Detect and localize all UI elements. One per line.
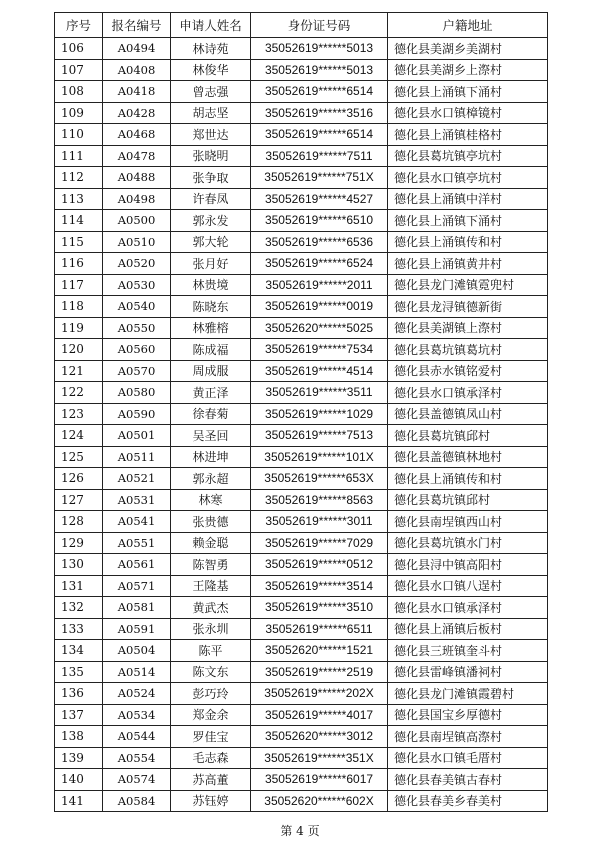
table-row: [55, 339, 548, 361]
row-id-number: 35052620******3012: [251, 726, 388, 748]
table-row: [55, 704, 548, 726]
row-reg-code: A0530: [103, 274, 171, 296]
row-reg-code: A0561: [103, 554, 171, 576]
row-household-address: 德化县美湖乡上漈村: [388, 59, 548, 81]
table-row: [55, 382, 548, 404]
row-applicant-name: 郑世达: [171, 124, 251, 146]
row-reg-code: A0560: [103, 339, 171, 361]
row-applicant-name: 郑金余: [171, 704, 251, 726]
table-row: [55, 640, 548, 662]
row-household-address: 德化县水口镇八逞村: [388, 575, 548, 597]
table-row: [55, 296, 548, 318]
row-applicant-name: 林进坤: [171, 446, 251, 468]
row-seq: 116: [55, 253, 103, 275]
row-seq: 120: [55, 339, 103, 361]
row-applicant-name: 吴圣回: [171, 425, 251, 447]
row-applicant-name: 苏高董: [171, 769, 251, 791]
row-reg-code: A0580: [103, 382, 171, 404]
row-reg-code: A0468: [103, 124, 171, 146]
row-seq: 128: [55, 511, 103, 533]
row-seq: 127: [55, 489, 103, 511]
table-row: [55, 769, 548, 791]
table-row: [55, 124, 548, 146]
row-id-number: 35052619******4527: [251, 188, 388, 210]
row-reg-code: A0544: [103, 726, 171, 748]
row-applicant-name: 林俊华: [171, 59, 251, 81]
table-body: [55, 38, 548, 812]
row-seq: 111: [55, 145, 103, 167]
table-row: [55, 661, 548, 683]
row-seq: 132: [55, 597, 103, 619]
row-household-address: 德化县上涌镇传和村: [388, 231, 548, 253]
table-row: [55, 575, 548, 597]
row-id-number: 35052620******1521: [251, 640, 388, 662]
row-household-address: 德化县葛坑镇邱村: [388, 425, 548, 447]
row-seq: 114: [55, 210, 103, 232]
row-seq: 138: [55, 726, 103, 748]
row-id-number: 35052620******5025: [251, 317, 388, 339]
row-household-address: 德化县葛坑镇邱村: [388, 489, 548, 511]
row-seq: 110: [55, 124, 103, 146]
row-household-address: 德化县南埕镇高漈村: [388, 726, 548, 748]
row-seq: 131: [55, 575, 103, 597]
table-row: [55, 317, 548, 339]
row-reg-code: A0540: [103, 296, 171, 318]
row-id-number: 35052619******8563: [251, 489, 388, 511]
row-reg-code: A0504: [103, 640, 171, 662]
row-household-address: 德化县上涌镇中洋村: [388, 188, 548, 210]
table-row: [55, 81, 548, 103]
table-row: [55, 231, 548, 253]
table-row: [55, 403, 548, 425]
row-reg-code: A0500: [103, 210, 171, 232]
row-reg-code: A0581: [103, 597, 171, 619]
header-seq: 序号: [55, 13, 103, 38]
table-row: [55, 59, 548, 81]
row-seq: 139: [55, 747, 103, 769]
row-reg-code: A0408: [103, 59, 171, 81]
header-applicant-name: 申请人姓名: [171, 13, 251, 38]
row-seq: 137: [55, 704, 103, 726]
row-applicant-name: 郭大轮: [171, 231, 251, 253]
row-id-number: 35052619******653X: [251, 468, 388, 490]
row-reg-code: A0521: [103, 468, 171, 490]
table-row: [55, 597, 548, 619]
row-seq: 123: [55, 403, 103, 425]
header-id-number: 身份证号码: [251, 13, 388, 38]
row-seq: 135: [55, 661, 103, 683]
row-reg-code: A0418: [103, 81, 171, 103]
row-id-number: 35052619******6511: [251, 618, 388, 640]
table-row: [55, 747, 548, 769]
row-seq: 133: [55, 618, 103, 640]
row-reg-code: A0511: [103, 446, 171, 468]
row-id-number: 35052619******5013: [251, 38, 388, 60]
row-id-number: 35052619******2011: [251, 274, 388, 296]
row-reg-code: A0531: [103, 489, 171, 511]
row-household-address: 德化县盖德镇林地村: [388, 446, 548, 468]
row-household-address: 德化县上涌镇黄井村: [388, 253, 548, 275]
table-row: [55, 210, 548, 232]
row-reg-code: A0478: [103, 145, 171, 167]
row-applicant-name: 张晓明: [171, 145, 251, 167]
row-reg-code: A0571: [103, 575, 171, 597]
row-household-address: 德化县南埕镇西山村: [388, 511, 548, 533]
row-household-address: 德化县上涌镇下涌村: [388, 81, 548, 103]
row-household-address: 德化县水口镇毛厝村: [388, 747, 548, 769]
table-row: [55, 145, 548, 167]
row-household-address: 德化县盖德镇凤山村: [388, 403, 548, 425]
table-row: [55, 683, 548, 705]
page-number: 第 4 页: [280, 824, 320, 838]
row-household-address: 德化县水口镇承泽村: [388, 597, 548, 619]
row-applicant-name: 张月好: [171, 253, 251, 275]
table-row: [55, 790, 548, 812]
table-row: [55, 468, 548, 490]
row-household-address: 德化县上涌镇后板村: [388, 618, 548, 640]
row-id-number: 35052619******6524: [251, 253, 388, 275]
row-reg-code: A0520: [103, 253, 171, 275]
applicant-table-sheet: [54, 12, 547, 812]
row-household-address: 德化县龙门滩镇霓兜村: [388, 274, 548, 296]
table-row: [55, 726, 548, 748]
table-row: [55, 274, 548, 296]
row-id-number: 35052619******3511: [251, 382, 388, 404]
row-applicant-name: 王隆基: [171, 575, 251, 597]
row-id-number: 35052619******351X: [251, 747, 388, 769]
row-reg-code: A0428: [103, 102, 171, 124]
header-reg-code: 报名编号: [103, 13, 171, 38]
row-applicant-name: 陈成福: [171, 339, 251, 361]
table-row: [55, 511, 548, 533]
row-applicant-name: 彭巧玲: [171, 683, 251, 705]
table-row: [55, 188, 548, 210]
row-seq: 115: [55, 231, 103, 253]
row-reg-code: A0551: [103, 532, 171, 554]
row-seq: 112: [55, 167, 103, 189]
header-household-address: 户籍地址: [388, 13, 548, 38]
applicant-table: [54, 12, 548, 812]
row-household-address: 德化县葛坑镇葛坑村: [388, 339, 548, 361]
row-id-number: 35052619******202X: [251, 683, 388, 705]
row-applicant-name: 陈智勇: [171, 554, 251, 576]
row-reg-code: A0501: [103, 425, 171, 447]
row-reg-code: A0591: [103, 618, 171, 640]
row-seq: 140: [55, 769, 103, 791]
row-seq: 121: [55, 360, 103, 382]
row-id-number: 35052619******3011: [251, 511, 388, 533]
table-header-row: [55, 13, 548, 38]
row-id-number: 35052619******7511: [251, 145, 388, 167]
row-id-number: 35052619******6510: [251, 210, 388, 232]
row-seq: 124: [55, 425, 103, 447]
row-id-number: 35052619******6514: [251, 81, 388, 103]
row-reg-code: A0510: [103, 231, 171, 253]
row-household-address: 德化县上涌镇传和村: [388, 468, 548, 490]
row-applicant-name: 曾志强: [171, 81, 251, 103]
row-reg-code: A0534: [103, 704, 171, 726]
row-reg-code: A0584: [103, 790, 171, 812]
table-row: [55, 425, 548, 447]
row-applicant-name: 郭永超: [171, 468, 251, 490]
row-reg-code: A0574: [103, 769, 171, 791]
row-seq: 113: [55, 188, 103, 210]
row-reg-code: A0488: [103, 167, 171, 189]
row-id-number: 35052619******7513: [251, 425, 388, 447]
row-seq: 134: [55, 640, 103, 662]
row-seq: 117: [55, 274, 103, 296]
row-reg-code: A0514: [103, 661, 171, 683]
row-household-address: 德化县葛坑镇水门村: [388, 532, 548, 554]
row-id-number: 35052619******4017: [251, 704, 388, 726]
row-seq: 106: [55, 38, 103, 60]
row-applicant-name: 毛志森: [171, 747, 251, 769]
row-reg-code: A0550: [103, 317, 171, 339]
row-id-number: 35052619******3514: [251, 575, 388, 597]
row-applicant-name: 黄正泽: [171, 382, 251, 404]
row-seq: 109: [55, 102, 103, 124]
table-row: [55, 446, 548, 468]
row-applicant-name: 赖金聪: [171, 532, 251, 554]
row-seq: 141: [55, 790, 103, 812]
row-id-number: 35052619******101X: [251, 446, 388, 468]
row-id-number: 35052619******2519: [251, 661, 388, 683]
row-applicant-name: 周成服: [171, 360, 251, 382]
row-household-address: 德化县三班镇奎斗村: [388, 640, 548, 662]
row-seq: 136: [55, 683, 103, 705]
row-household-address: 德化县龙浔镇德新街: [388, 296, 548, 318]
row-applicant-name: 郭永发: [171, 210, 251, 232]
row-applicant-name: 张贵德: [171, 511, 251, 533]
row-household-address: 德化县水口镇亭坑村: [388, 167, 548, 189]
row-applicant-name: 苏钰婷: [171, 790, 251, 812]
row-reg-code: A0494: [103, 38, 171, 60]
row-household-address: 德化县龙门滩镇霞碧村: [388, 683, 548, 705]
row-seq: 125: [55, 446, 103, 468]
row-household-address: 德化县雷峰镇潘祠村: [388, 661, 548, 683]
row-applicant-name: 张争取: [171, 167, 251, 189]
row-seq: 119: [55, 317, 103, 339]
row-seq: 122: [55, 382, 103, 404]
row-household-address: 德化县上涌镇桂格村: [388, 124, 548, 146]
row-applicant-name: 黄武杰: [171, 597, 251, 619]
row-household-address: 德化县赤水镇铭爱村: [388, 360, 548, 382]
row-applicant-name: 林贵境: [171, 274, 251, 296]
row-seq: 118: [55, 296, 103, 318]
row-id-number: 35052619******3510: [251, 597, 388, 619]
row-household-address: 德化县水口镇樟镜村: [388, 102, 548, 124]
row-household-address: 德化县美湖乡美湖村: [388, 38, 548, 60]
row-id-number: 35052619******6536: [251, 231, 388, 253]
row-household-address: 德化县葛坑镇亭坑村: [388, 145, 548, 167]
table-row: [55, 618, 548, 640]
row-id-number: 35052620******602X: [251, 790, 388, 812]
row-reg-code: A0541: [103, 511, 171, 533]
row-applicant-name: 林雅榕: [171, 317, 251, 339]
row-household-address: 德化县春美镇古春村: [388, 769, 548, 791]
row-reg-code: A0554: [103, 747, 171, 769]
row-id-number: 35052619******6017: [251, 769, 388, 791]
row-household-address: 德化县春美乡春美村: [388, 790, 548, 812]
row-applicant-name: 陈平: [171, 640, 251, 662]
row-seq: 130: [55, 554, 103, 576]
row-reg-code: A0590: [103, 403, 171, 425]
row-id-number: 35052619******7534: [251, 339, 388, 361]
row-applicant-name: 陈文东: [171, 661, 251, 683]
row-id-number: 35052619******3516: [251, 102, 388, 124]
table-row: [55, 554, 548, 576]
row-reg-code: A0524: [103, 683, 171, 705]
row-reg-code: A0498: [103, 188, 171, 210]
row-seq: 129: [55, 532, 103, 554]
row-id-number: 35052619******5013: [251, 59, 388, 81]
table-row: [55, 532, 548, 554]
row-applicant-name: 徐春菊: [171, 403, 251, 425]
row-id-number: 35052619******4514: [251, 360, 388, 382]
row-id-number: 35052619******1029: [251, 403, 388, 425]
table-row: [55, 167, 548, 189]
row-id-number: 35052619******751X: [251, 167, 388, 189]
row-id-number: 35052619******7029: [251, 532, 388, 554]
row-household-address: 德化县美湖镇上漈村: [388, 317, 548, 339]
row-household-address: 德化县国宝乡厚德村: [388, 704, 548, 726]
row-household-address: 德化县浔中镇高阳村: [388, 554, 548, 576]
row-applicant-name: 张永圳: [171, 618, 251, 640]
row-seq: 108: [55, 81, 103, 103]
row-applicant-name: 陈晓东: [171, 296, 251, 318]
table-row: [55, 38, 548, 60]
row-seq: 126: [55, 468, 103, 490]
row-household-address: 德化县上涌镇下涌村: [388, 210, 548, 232]
row-id-number: 35052619******0512: [251, 554, 388, 576]
row-applicant-name: 林寒: [171, 489, 251, 511]
row-seq: 107: [55, 59, 103, 81]
table-row: [55, 360, 548, 382]
row-household-address: 德化县水口镇承泽村: [388, 382, 548, 404]
row-applicant-name: 胡志坚: [171, 102, 251, 124]
row-applicant-name: 林诗苑: [171, 38, 251, 60]
row-id-number: 35052619******6514: [251, 124, 388, 146]
table-row: [55, 253, 548, 275]
table-row: [55, 489, 548, 511]
row-id-number: 35052619******0019: [251, 296, 388, 318]
row-reg-code: A0570: [103, 360, 171, 382]
row-applicant-name: 许春凤: [171, 188, 251, 210]
row-applicant-name: 罗佳宝: [171, 726, 251, 748]
table-row: [55, 102, 548, 124]
